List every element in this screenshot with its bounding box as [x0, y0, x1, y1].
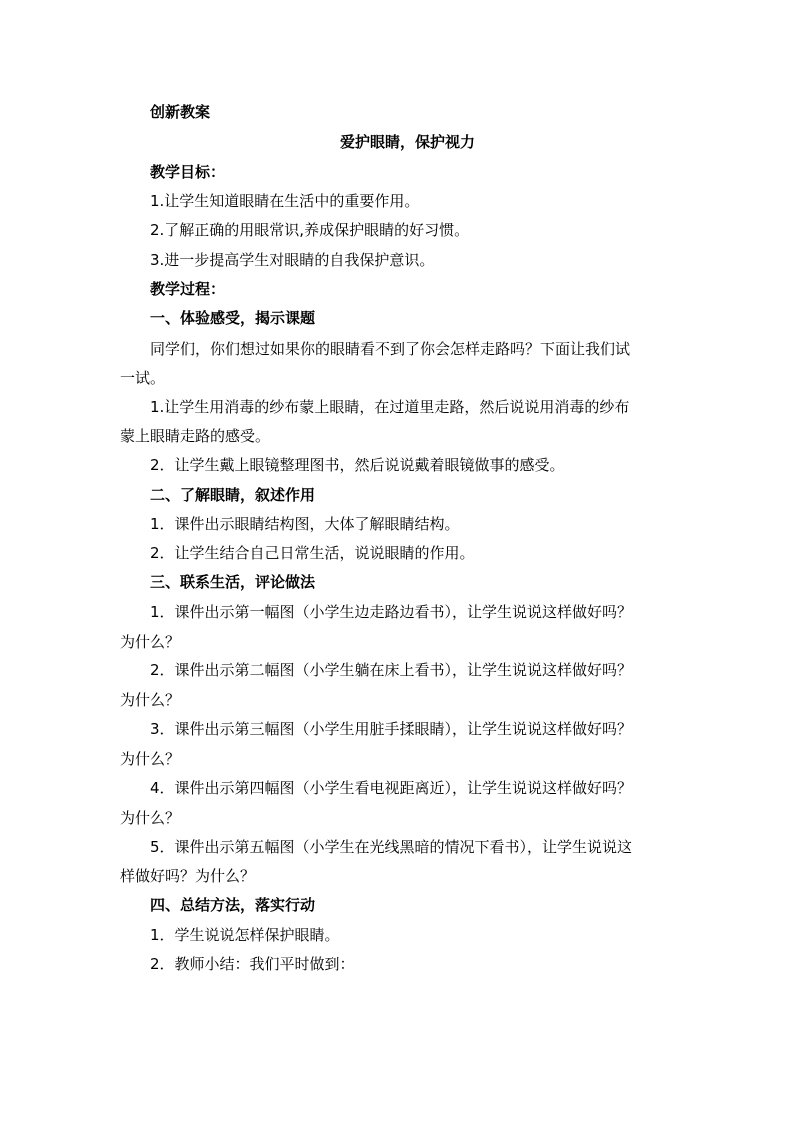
goal-item: 3.进一步提高学生对眼睛的自我保护意识。: [150, 251, 435, 269]
section-heading: 二、了解眼睛，叙述作用: [150, 486, 316, 504]
process-heading: 教学过程：: [150, 280, 226, 298]
paragraph-line: 为什么？: [120, 633, 181, 651]
goal-item: 2.了解正确的用眼常识,养成保护眼睛的好习惯。: [150, 221, 470, 239]
paragraph-line: 1．课件出示眼睛结构图，大体了解眼睛结构。: [150, 515, 460, 533]
paragraph-line: 4．课件出示第四幅图（小学生看电视距离近），让学生说说这样做好吗？: [150, 779, 633, 797]
goal-item: 1.让学生知道眼睛在生活中的重要作用。: [150, 192, 420, 210]
paragraph-line: 样做好吗？为什么？: [120, 867, 256, 885]
paragraph-line: 2．让学生戴上眼镜整理图书，然后说说戴着眼镜做事的感受。: [150, 456, 565, 474]
paragraph-line: 1．课件出示第一幅图（小学生边走路边看书），让学生说说这样做好吗？: [150, 603, 633, 621]
paragraph-line: 2．课件出示第二幅图（小学生躺在床上看书），让学生说说这样做好吗？: [150, 661, 633, 679]
paragraph-line: 5．课件出示第五幅图（小学生在光线黑暗的情况下看书），让学生说说这: [150, 838, 633, 856]
section-heading: 一、体验感受，揭示课题: [150, 309, 316, 327]
doc-title: 爱护眼睛，保护视力: [340, 133, 476, 151]
paragraph-line: 1.让学生用消毒的纱布蒙上眼睛，在过道里走路，然后说说用消毒的纱布: [150, 398, 630, 416]
doc-header: 创新教案: [150, 103, 211, 121]
paragraph-line: 蒙上眼睛走路的感受。: [120, 427, 271, 445]
section-heading: 四、总结方法，落实行动: [150, 896, 316, 914]
paragraph-line: 3．课件出示第三幅图（小学生用脏手揉眼睛），让学生说说这样做好吗？: [150, 720, 633, 738]
paragraph-line: 2．让学生结合自己日常生活，说说眼睛的作用。: [150, 544, 475, 562]
goals-heading: 教学目标：: [150, 163, 226, 181]
paragraph-line: 为什么？: [120, 750, 181, 768]
paragraph-line: 一试。: [120, 369, 166, 387]
section-heading: 三、联系生活，评论做法: [150, 573, 316, 591]
paragraph-line: 2．教师小结：我们平时做到：: [150, 955, 355, 973]
paragraph-line: 为什么？: [120, 691, 181, 709]
paragraph-line: 1．学生说说怎样保护眼睛。: [150, 926, 340, 944]
paragraph-line: 为什么？: [120, 809, 181, 827]
paragraph-line: 同学们，你们想过如果你的眼睛看不到了你会怎样走路吗？下面让我们试: [150, 340, 631, 358]
